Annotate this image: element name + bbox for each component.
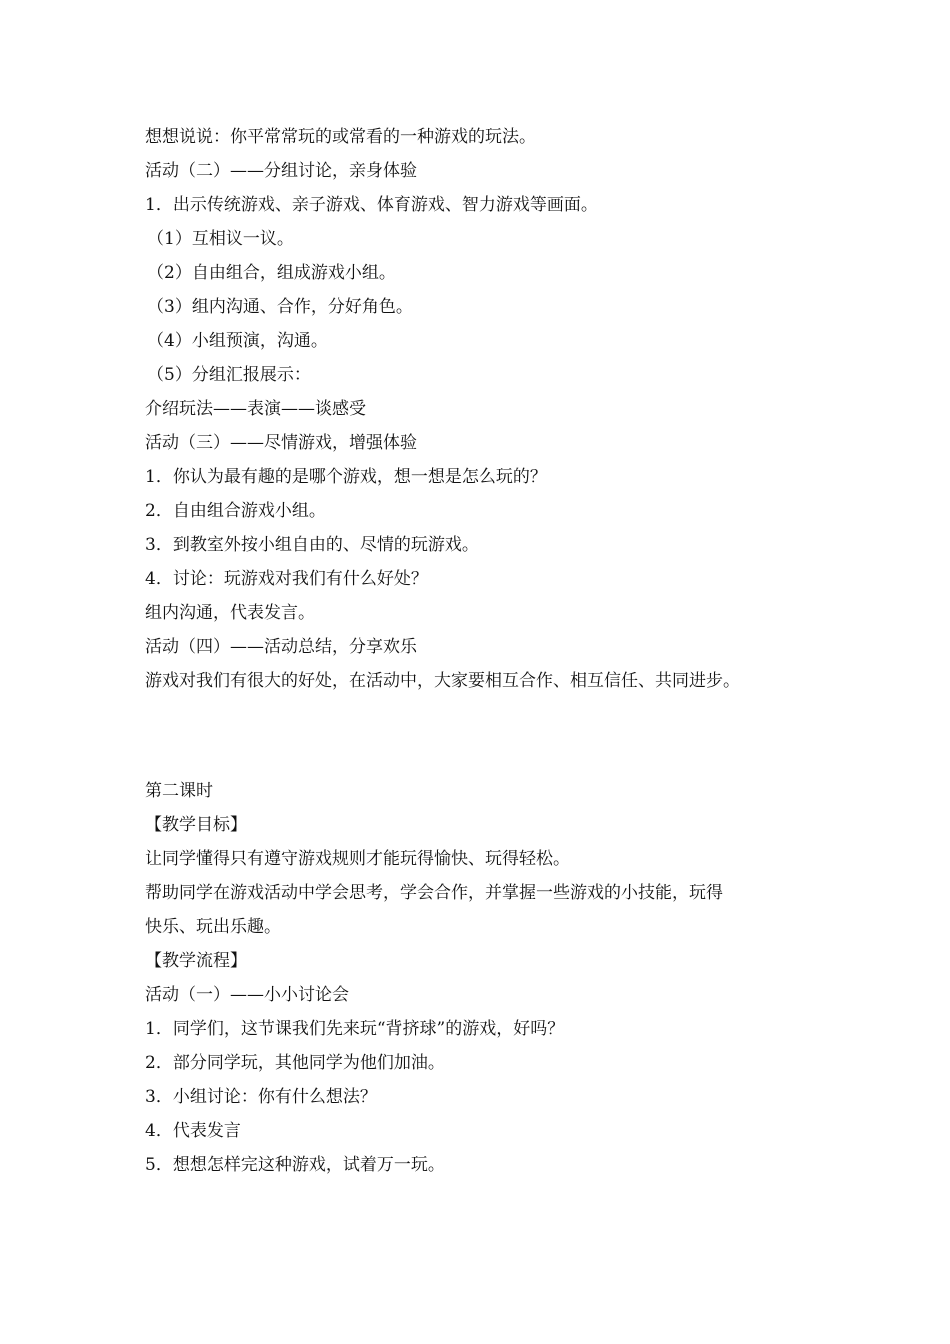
sub-list-item: （1）互相议一议。: [147, 229, 294, 249]
sub-list-item: （2）自由组合，组成游戏小组。: [147, 263, 396, 283]
list-item: 1．同学们，这节课我们先来玩“背挤球”的游戏，好吗？: [145, 1019, 565, 1039]
sub-list-item: （5）分组汇报展示：: [147, 365, 311, 385]
text-line: 介绍玩法——表演——谈感受: [145, 399, 366, 419]
activity-heading: 活动（三）——尽情游戏，增强体验: [145, 433, 417, 453]
list-item: 1．出示传统游戏、亲子游戏、体育游戏、智力游戏等画面。: [145, 195, 598, 215]
list-item: 3．小组讨论：你有什么想法？: [145, 1087, 377, 1107]
list-item: 5．想想怎样完这种游戏，试着万一玩。: [145, 1155, 445, 1175]
list-item: 4．讨论：玩游戏对我们有什么好处？: [145, 569, 428, 589]
goal-item: 帮助同学在游戏活动中学会思考，学会合作，并掌握一些游戏的小技能，玩得: [145, 883, 723, 903]
goal-item: 让同学懂得只有遵守游戏规则才能玩得愉快、玩得轻松。: [145, 849, 570, 869]
text-line: 游戏对我们有很大的好处，在活动中，大家要相互合作、相互信任、共同进步。: [145, 671, 740, 691]
section-second-lesson: [145, 774, 825, 1182]
lesson-title: 第二课时: [145, 781, 213, 801]
activity-heading: 活动（二）——分组讨论，亲身体验: [145, 161, 417, 181]
text-line: 组内沟通，代表发言。: [145, 603, 315, 623]
list-item: 4．代表发言: [145, 1121, 241, 1141]
flow-heading: 【教学流程】: [145, 951, 247, 971]
sub-list-item: （3）组内沟通、合作，分好角色。: [147, 297, 413, 317]
activity-heading: 活动（一）——小小讨论会: [145, 985, 349, 1005]
activity-heading: 活动（四）——活动总结，分享欢乐: [145, 637, 417, 657]
list-item: 1．你认为最有趣的是哪个游戏，想一想是怎么玩的？: [145, 467, 547, 487]
text-line: 想想说说：你平常常玩的或常看的一种游戏的玩法。: [145, 127, 536, 147]
list-item: 2．部分同学玩，其他同学为他们加油。: [145, 1053, 445, 1073]
list-item: 3．到教室外按小组自由的、尽情的玩游戏。: [145, 535, 479, 555]
section-first-lesson-activities: [145, 120, 825, 698]
sub-list-item: （4）小组预演，沟通。: [147, 331, 328, 351]
goal-item-continued: 快乐、玩出乐趣。: [145, 917, 281, 937]
goals-heading: 【教学目标】: [145, 815, 247, 835]
list-item: 2．自由组合游戏小组。: [145, 501, 326, 521]
